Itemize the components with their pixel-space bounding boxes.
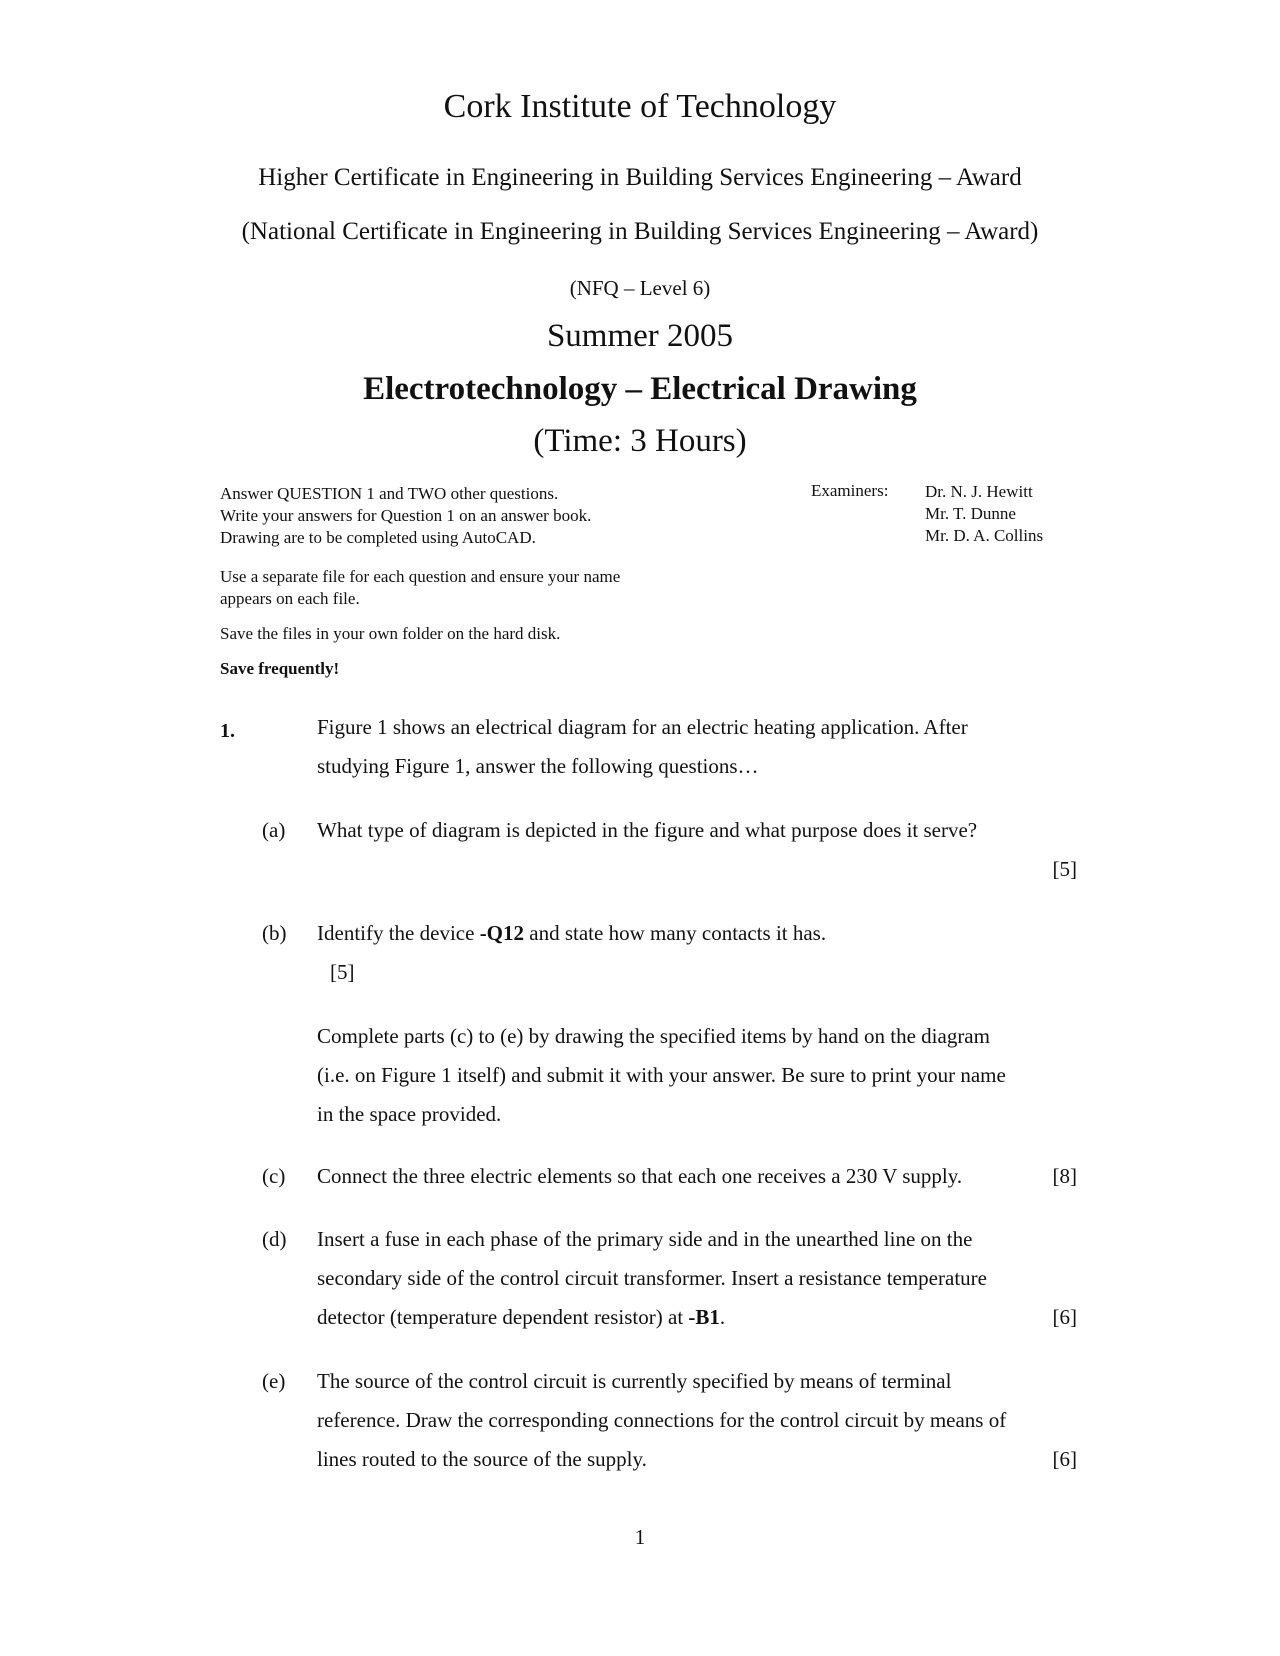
device-b1: -B1	[688, 1305, 720, 1329]
part-a-marks: [5]	[1052, 857, 1077, 881]
part-a-label: (a)	[262, 818, 286, 842]
part-b-marks: [5]	[330, 960, 355, 984]
part-e-text: The source of the control circuit is currently specified by means of terminal reference. Draw the corresponding connections for the control circuit by means of lines routed to the source of the supply.	[317, 1369, 1007, 1471]
instruction-line: appears on each file.	[220, 589, 360, 608]
part-d-text: Insert a fuse in each phase of the primary side and in the unearthed line on the secondary side of the control circuit transformer. Insert a resistance temperature detector (temperature dependent resistor) at -B1.	[317, 1227, 987, 1329]
page-number: 1	[634, 1525, 646, 1549]
part-c-text: Connect the three electric elements so that each one receives a 230 V supply.	[317, 1164, 963, 1188]
exam-duration: (Time: 3 Hours)	[533, 423, 747, 459]
part-b-text: Identify the device -Q12 and state how many contacts it has.	[317, 921, 827, 945]
part-e-label: (e)	[262, 1369, 286, 1393]
exam-session: Summer 2005	[546, 318, 734, 354]
examiner-name: Mr. D. A. Collins	[925, 526, 1044, 545]
examiners-label: Examiners:	[811, 481, 889, 500]
file-instructions	[220, 566, 740, 610]
drawing-instructions: Complete parts (c) to (e) by drawing the specified items by hand on the diagram (i.e. on Figure 1 itself) and submit it with your answer. Be sure to print your name in the space provided.	[317, 1024, 1006, 1126]
examiner-name: Dr. N. J. Hewitt	[925, 482, 1033, 501]
instruction-line: Answer QUESTION 1 and TWO other questions.	[220, 484, 559, 503]
nfq-level: (NFQ – Level 6)	[569, 276, 711, 300]
examiners-list	[925, 481, 1043, 547]
award-title: Higher Certificate in Engineering in Building Services Engineering – Award	[258, 164, 1022, 191]
institute-name: Cork Institute of Technology	[443, 88, 837, 125]
part-d-label: (d)	[262, 1227, 287, 1251]
examiner-name: Mr. T. Dunne	[925, 504, 1016, 523]
part-d-marks: [6]	[1052, 1305, 1077, 1329]
part-a-text: What type of diagram is depicted in the figure and what purpose does it serve?	[317, 818, 978, 842]
instruction-line: Write your answers for Question 1 on an answer book.	[220, 506, 592, 525]
part-e-marks: [6]	[1052, 1447, 1077, 1471]
question-number: 1.	[220, 720, 235, 742]
part-b-label: (b)	[262, 921, 287, 945]
exam-subject: Electrotechnology – Electrical Drawing	[363, 371, 917, 407]
instruction-line: Drawing are to be completed using AutoCAD.	[220, 528, 536, 547]
question-intro: Figure 1 shows an electrical diagram for an electric heating application. After studying Figure 1, answer the following questions…	[317, 715, 968, 778]
part-c-label: (c)	[262, 1164, 286, 1188]
exam-instructions	[220, 483, 740, 549]
part-c-marks: [8]	[1052, 1164, 1077, 1188]
save-warning: Save frequently!	[220, 659, 340, 678]
instruction-line: Save the files in your own folder on the hard disk.	[220, 624, 561, 643]
device-q12: -Q12	[479, 921, 525, 945]
award-title-national: (National Certificate in Engineering in Building Services Engineering – Award)	[241, 218, 1039, 245]
instruction-line: Use a separate file for each question and ensure your name	[220, 567, 621, 586]
